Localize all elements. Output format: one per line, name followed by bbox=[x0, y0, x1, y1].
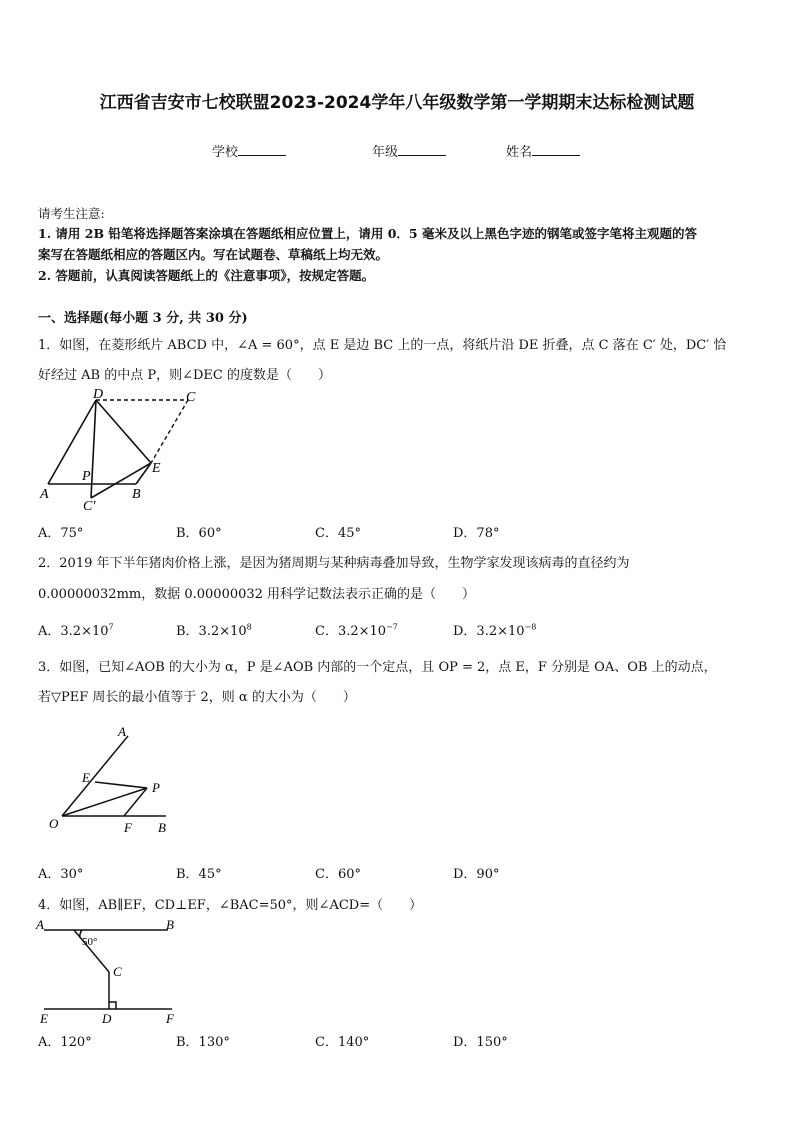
q2-option-c-exp: −7 bbox=[386, 622, 398, 632]
q4-option-b: B．130° bbox=[176, 1035, 230, 1050]
notice-line-1a: 1. 请用 2B 铅笔将选择题答案涂填在答题纸相应位置上，请用 0．5 毫米及以上黑色字迹的钢笔或签字笔将主观题的答 bbox=[38, 226, 697, 241]
q2-option-b-base: B．3.2×10 bbox=[176, 624, 247, 639]
q2-option-a-base: A．3.2×10 bbox=[38, 624, 109, 639]
q3-figure bbox=[44, 724, 184, 838]
q4-figure bbox=[34, 914, 184, 1026]
q1-label-A: A bbox=[40, 487, 49, 502]
q2-option-d-base: D．3.2×10 bbox=[453, 624, 525, 639]
q4-label-B: B bbox=[166, 917, 174, 932]
name-label: 姓名 bbox=[506, 145, 533, 160]
q3-option-d: D．90° bbox=[453, 867, 500, 882]
q4-label-C: C bbox=[113, 964, 122, 979]
name-blank bbox=[532, 141, 580, 156]
q3-label-F: F bbox=[124, 820, 132, 835]
q1-label-D: D bbox=[93, 388, 104, 402]
q2-option-b bbox=[176, 620, 252, 639]
q4-option-a: A．120° bbox=[38, 1035, 92, 1050]
notice-line-2: 2. 答题前，认真阅读答题纸上的《注意事项》，按规定答题。 bbox=[38, 268, 375, 283]
q1-option-d: D．78° bbox=[453, 526, 500, 541]
q3-label-E: E bbox=[82, 770, 90, 785]
grade-field bbox=[372, 141, 446, 160]
grade-blank bbox=[398, 141, 446, 156]
page-title: 江西省吉安市七校联盟2023-2024学年八年级数学第一学期期末达标检测试题 bbox=[99, 93, 695, 113]
q1-label-P: P bbox=[82, 469, 91, 484]
q1-option-b: B．60° bbox=[176, 526, 222, 541]
school-blank bbox=[238, 141, 286, 156]
q4-option-c: C．140° bbox=[315, 1035, 370, 1050]
q3-option-c: C．60° bbox=[315, 867, 361, 882]
q2-option-b-exp: 8 bbox=[246, 622, 252, 632]
section-heading: 一、选择题(每小题 3 分, 共 30 分) bbox=[38, 311, 248, 326]
q4-label-F: F bbox=[166, 1011, 174, 1026]
q1-label-B: B bbox=[132, 487, 141, 502]
q4-label-D: D bbox=[102, 1011, 112, 1026]
q1-label-C-prime: C′ bbox=[83, 499, 96, 512]
q3-label-O: O bbox=[49, 816, 59, 831]
q4-line-1: 4．如图，AB∥EF，CD⊥EF，∠BAC=50°，则∠ACD=（ ） bbox=[38, 898, 423, 913]
q1-option-a: A．75° bbox=[38, 526, 84, 541]
q3-option-b: B．45° bbox=[176, 867, 222, 882]
q2-option-a bbox=[38, 620, 114, 639]
q1-option-c: C．45° bbox=[315, 526, 361, 541]
q1-line-1: 1．如图，在菱形纸片 ABCD 中，∠A = 60°，点 E 是边 BC 上的一点，将纸片沿 DE 折叠，点 C 落在 C′ 处，DC′ 恰 bbox=[38, 338, 727, 353]
name-field bbox=[506, 141, 580, 160]
q4-option-d: D．150° bbox=[453, 1035, 508, 1050]
q2-option-c bbox=[315, 620, 398, 639]
q3-line-1: 3．如图，已知∠AOB 的大小为 α，P 是∠AOB 内部的一个定点，且 OP = 2，点 E，F 分别是 OA、OB 上的动点， bbox=[38, 660, 717, 675]
grade-label: 年级 bbox=[372, 145, 399, 160]
q3-line-2: 若▽PEF 周长的最小值等于 2，则 α 的大小为（ ） bbox=[38, 690, 356, 705]
q2-option-d-exp: −8 bbox=[524, 622, 537, 632]
notice-heading: 请考生注意: bbox=[38, 206, 105, 221]
q4-label-A: A bbox=[36, 917, 44, 932]
q4-label-E: E bbox=[40, 1011, 48, 1026]
q2-line-2: 0.00000032mm，数据 0.00000032 用科学记数法表示正确的是（ ） bbox=[38, 587, 476, 602]
q1-line-2: 好经过 AB 的中点 P，则∠DEC 的度数是（ ） bbox=[38, 368, 331, 383]
q2-option-c-base: C．3.2×10 bbox=[315, 624, 387, 639]
q3-option-a: A．30° bbox=[38, 867, 84, 882]
q1-label-E: E bbox=[152, 461, 161, 476]
q4-angle-label: 50° bbox=[82, 936, 98, 948]
q2-line-1: 2．2019 年下半年猪肉价格上涨，是因为猪周期与某种病毒叠加导致，生物学家发现该病毒的直径约为 bbox=[38, 556, 630, 571]
q1-label-C: C bbox=[186, 390, 196, 405]
notice-line-1b: 案写在答题纸相应的答题区内。写在试题卷、草稿纸上均无效。 bbox=[38, 247, 389, 262]
q2-option-d bbox=[453, 620, 536, 639]
q2-option-a-exp: 7 bbox=[108, 622, 114, 632]
q1-figure bbox=[36, 388, 206, 512]
q3-label-A: A bbox=[118, 724, 126, 739]
q3-label-B: B bbox=[158, 820, 166, 835]
q3-label-P: P bbox=[152, 780, 160, 795]
school-field bbox=[212, 141, 286, 160]
school-label: 学校 bbox=[212, 145, 239, 160]
